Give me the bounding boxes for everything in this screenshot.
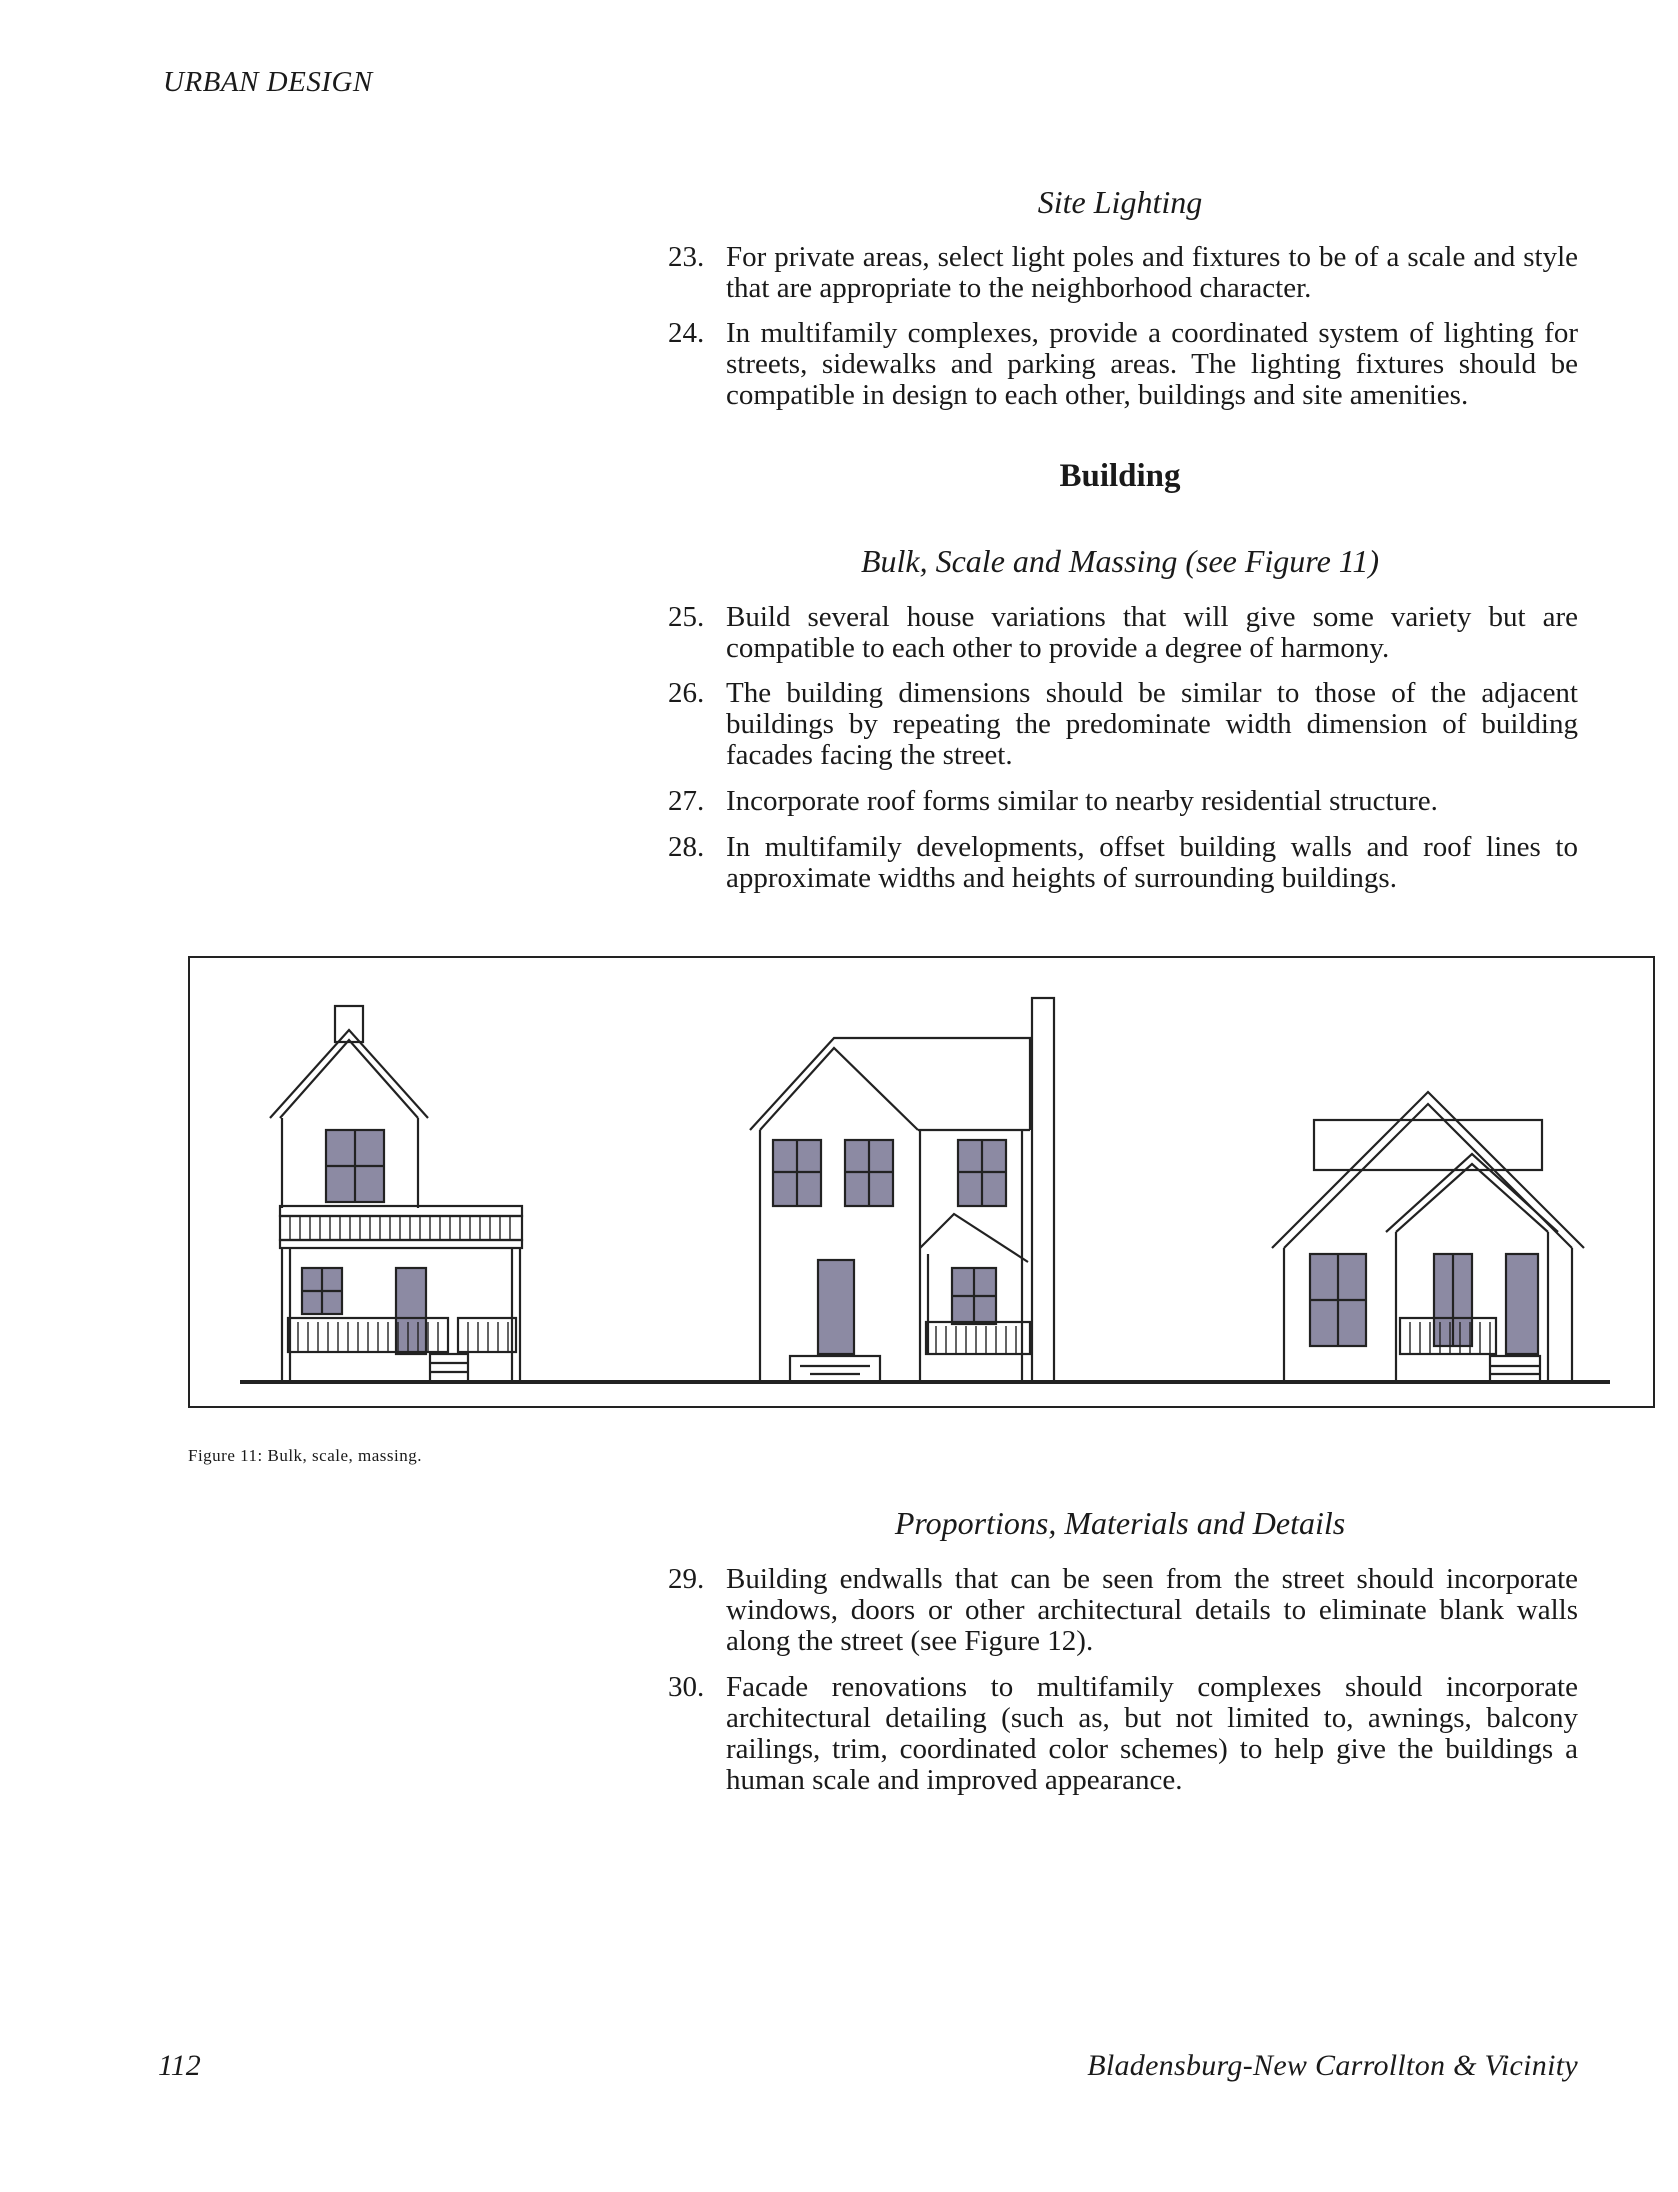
running-head: URBAN DESIGN (163, 66, 373, 98)
list-item-23 (668, 242, 1578, 304)
chimney (1032, 998, 1054, 1382)
porch-roof (920, 1214, 1028, 1262)
chimney (335, 1006, 363, 1042)
item-number: 28. (668, 831, 705, 863)
list-item-30 (668, 1672, 1578, 1796)
list-item-29 (668, 1564, 1578, 1657)
house-elevations-drawing (190, 958, 1655, 1408)
item-text: In multifamily complexes, provide a coordinated system of lighting for streets, sidewalks and parking areas. The lighting fixtures should be compatible in design to each other, buildings and site amenities. (726, 317, 1578, 411)
item-text: In multifamily developments, offset building walls and roof lines to approximate widths and heights of surrounding buildings. (726, 831, 1578, 894)
item-number: 25. (668, 601, 705, 633)
list-item-25 (668, 602, 1578, 664)
door (818, 1260, 854, 1354)
house-center (750, 998, 1054, 1382)
item-number: 27. (668, 785, 705, 817)
item-text: The building dimensions should be similar to those of the adjacent buildings by repeating the predominate width dimension of building facades facing the street. (726, 677, 1578, 771)
item-number: 24. (668, 317, 705, 349)
item-text: Building endwalls that can be seen from the street should incorporate windows, doors or other architectural details to eliminate blank walls along the street (see Figure 12). (726, 1563, 1578, 1657)
house-left (270, 1006, 522, 1382)
item-number: 23. (668, 241, 705, 273)
site-lighting-heading: Site Lighting (1037, 184, 1203, 220)
porch-gable (1386, 1154, 1558, 1232)
list-item-26 (668, 678, 1578, 771)
list-item-24 (668, 318, 1578, 411)
item-number: 30. (668, 1671, 705, 1703)
building-heading: Building (1059, 458, 1181, 494)
roof (750, 1038, 1030, 1130)
door (396, 1268, 426, 1354)
proportions-heading: Proportions, Materials and Details (894, 1505, 1346, 1541)
item-text: Facade renovations to multifamily complexes should incorporate architectural detailing (such as, but not limited to, awnings, balcony railings, trim, coordinated color schemes) to help give the buildings a human scale and improved appearance. (726, 1671, 1578, 1796)
porch-steps (430, 1354, 468, 1382)
rear-roof (1314, 1120, 1542, 1170)
bulk-scale-massing-heading: Bulk, Scale and Massing (see Figure 11) (860, 543, 1380, 579)
porch-steps (1490, 1356, 1540, 1382)
door (1506, 1254, 1538, 1354)
figure-11 (188, 956, 1655, 1408)
roof (270, 1030, 428, 1118)
figure-caption: Figure 11: Bulk, scale, massing. (188, 1446, 422, 1465)
item-number: 26. (668, 677, 705, 709)
footer-title: Bladensburg-New Carrollton & Vicinity (1087, 2049, 1578, 2082)
porch-steps (790, 1356, 880, 1382)
balcony-railing (280, 1216, 522, 1240)
list-item-28 (668, 832, 1578, 894)
house-right (1272, 1092, 1584, 1382)
list-item-27 (668, 786, 1578, 817)
item-text: Build several house variations that will give some variety but are compatible to each other to provide a degree of harmony. (726, 601, 1578, 664)
item-text: Incorporate roof forms similar to nearby residential structure. (726, 785, 1438, 817)
item-number: 29. (668, 1563, 705, 1595)
item-text: For private areas, select light poles and fixtures to be of a scale and style that are appropriate to the neighborhood character. (726, 241, 1578, 304)
page-number: 112 (158, 2049, 201, 2082)
